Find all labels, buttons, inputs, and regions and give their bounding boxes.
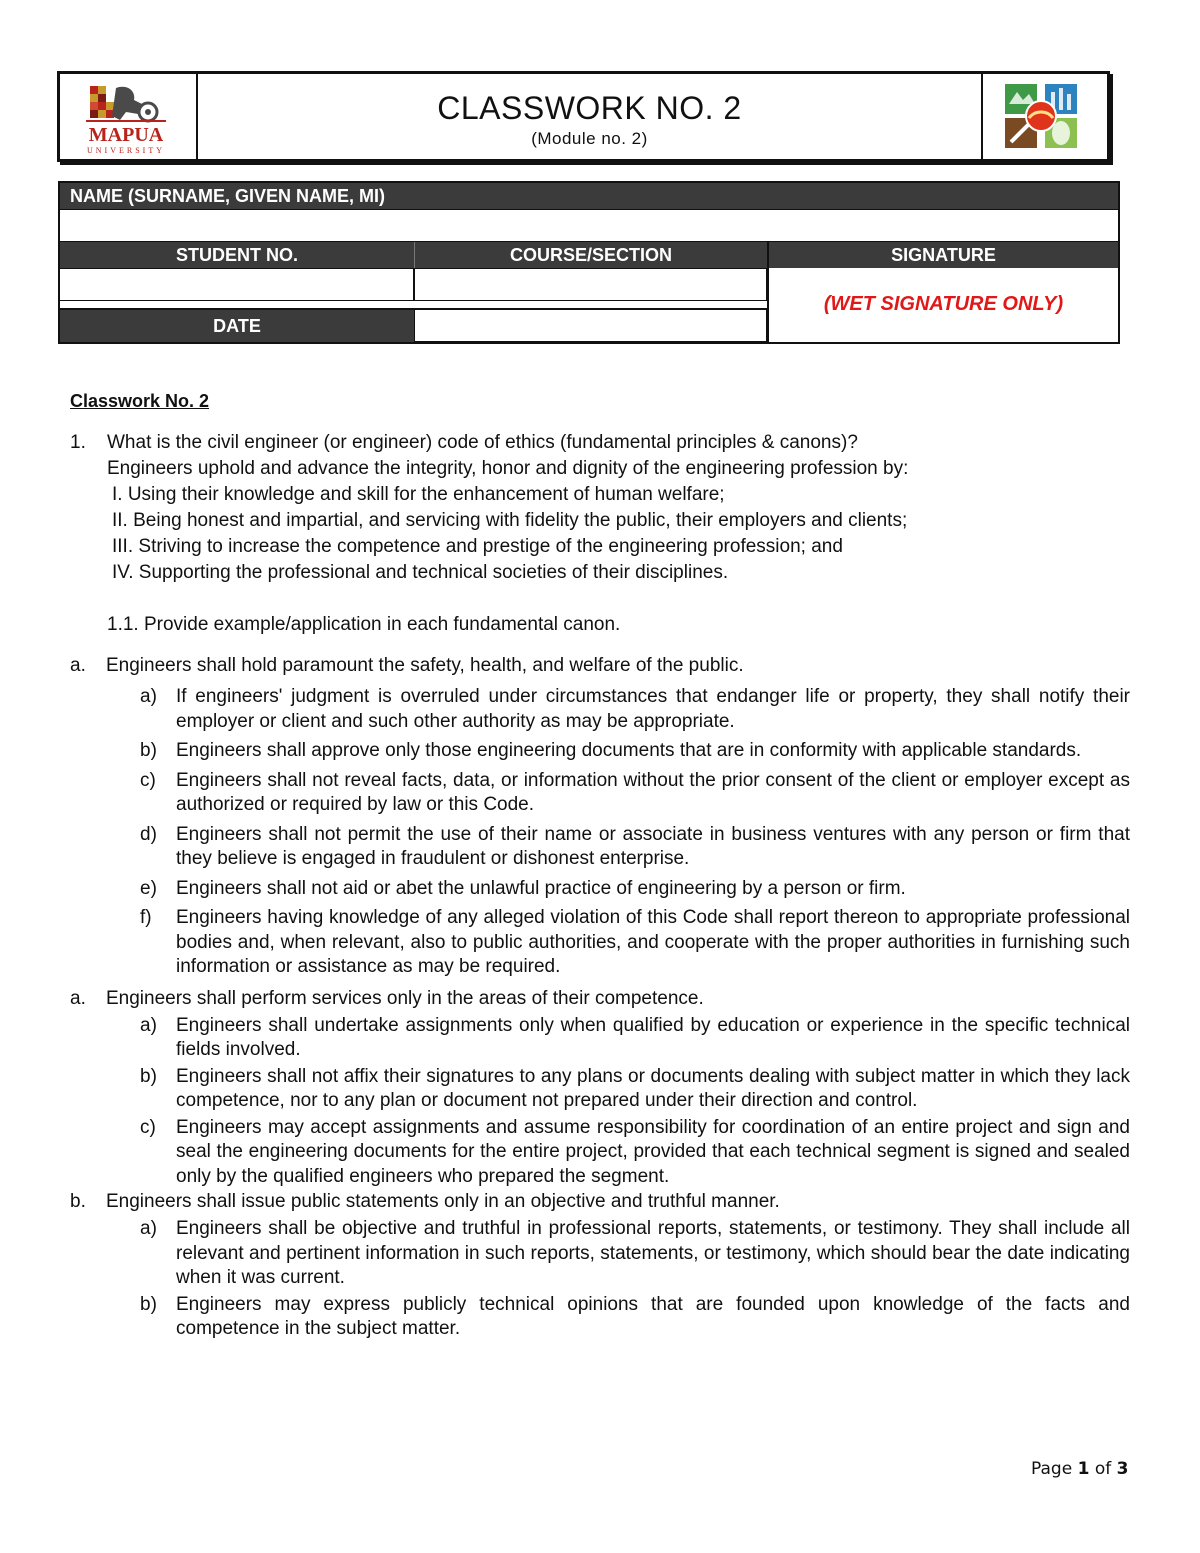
item-letter: b) (140, 1293, 157, 1315)
item-text: Engineers shall be objective and truthful in professional reports, statements, or testimony. They shall include all relevant and pertinent information in such reports, statements, or testimony, which should bear the date indicating when it was current. (176, 1218, 1130, 1288)
total-pages: 3 (1116, 1459, 1129, 1479)
item-text: If engineers' judgment is overruled under circumstances that endanger life or property, they shall notify their employer or client and such other authority as may be appropriate. (176, 686, 1130, 732)
item-letter: f) (140, 907, 152, 928)
question-number: 1. (70, 432, 86, 453)
date-field[interactable] (414, 308, 767, 342)
list-item (70, 1116, 1130, 1190)
signature-field[interactable] (767, 268, 1118, 342)
name-label: NAME (SURNAME, GIVEN NAME, MI) (60, 183, 1118, 209)
list-item (70, 823, 1130, 872)
canon-letter: b. (70, 1191, 86, 1212)
item-text: Engineers shall not reveal facts, data, or information without the prior consent of the client or employer except as authorized or required by law or this Code. (176, 769, 1130, 815)
item-letter: a) (140, 1014, 157, 1036)
canon-text: Engineers shall perform services only in the areas of their competence. (106, 987, 704, 1009)
logo-mosaic (90, 86, 114, 118)
section-title: Classwork No. 2 (70, 391, 210, 411)
item-letter: c) (140, 769, 156, 791)
list-item (70, 1014, 1130, 1063)
canon-1 (70, 653, 1130, 679)
canon-letter: a. (70, 987, 86, 1009)
question-1 (70, 430, 1130, 638)
document-header (57, 71, 1110, 162)
item-letter: d) (140, 823, 157, 845)
item-text: Engineers shall undertake assignments only when qualified by education or experience in the specific technical fields involved. (176, 1014, 1130, 1060)
page-word: Page (1031, 1459, 1073, 1479)
canon-text: Engineers shall hold paramount the safety, health, and welfare of the public. (106, 655, 744, 676)
list-item (70, 1293, 1130, 1342)
title-area (198, 74, 981, 159)
sub-question: 1.1. Provide example/application in each fundamental canon. (107, 614, 621, 635)
item-letter: e) (140, 877, 157, 899)
list-item (70, 877, 1130, 902)
item-letter: a) (140, 1218, 157, 1239)
item-text: Engineers may accept assignments and assume responsibility for coordination of an entire project and sign and seal the engineering documents for the entire project, provided that each technical segment is signed and sealed only by the qualified engineers who prepared the segment. (176, 1116, 1130, 1187)
mapua-logo-graphic (60, 74, 196, 159)
item-letter: b) (140, 1065, 157, 1087)
item-text: Engineers shall not affix their signatures to any plans or documents dealing with subject matter in which they lack competence, nor to any plan or document not prepared under their direction and control. (176, 1065, 1130, 1111)
canon-3 (70, 1189, 1130, 1215)
principle-3: III. Striving to increase the competence and prestige of the engineering profession; and (112, 536, 843, 557)
course-section-label: COURSE/SECTION (414, 242, 767, 268)
signature-note: (WET SIGNATURE ONLY) (823, 293, 1064, 315)
student-no-field[interactable] (60, 268, 414, 301)
course-section-field[interactable] (414, 268, 767, 301)
page-title: CLASSWORK NO. 2 (437, 90, 742, 126)
item-text: Engineers shall not permit the use of their name or associate in business ventures with any person or firm that they believe is engaged in fraudulent or dishonest enterprise. (176, 823, 1130, 869)
signature-label: SIGNATURE (767, 242, 1118, 268)
canon-text: Engineers shall issue public statements only in an objective and truthful manner. (106, 1191, 780, 1212)
list-item (70, 739, 1130, 764)
classwork-content (70, 388, 1130, 1342)
page-number (1031, 1459, 1128, 1479)
list-item (70, 1065, 1130, 1114)
item-text: Engineers shall not aid or abet the unlawful practice of engineering by a person or firm. (176, 877, 906, 899)
answer-intro: Engineers uphold and advance the integrity, honor and dignity of the engineering profession by: (107, 458, 909, 479)
question-text: What is the civil engineer (or engineer) code of ethics (fundamental principles & canons)? (107, 432, 858, 453)
list-item (70, 685, 1130, 734)
name-field[interactable] (60, 209, 1118, 242)
of-word: of (1094, 1459, 1112, 1479)
item-text: Engineers may express publicly technical opinions that are founded upon knowledge of the facts and competence in the subject matter. (176, 1293, 1130, 1339)
item-text: Engineers shall approve only those engineering documents that are in conformity with applicable standards. (176, 740, 1082, 761)
logo-figure (112, 87, 142, 120)
item-text: Engineers having knowledge of any alleged violation of this Code shall report thereon to appropriate professional bodies and, when relevant, also to public authorities, and cooperate with the proper authorities in furnishing such information or assistance as may be required. (176, 907, 1130, 977)
logo-subtext: UNIVERSITY (87, 146, 165, 155)
department-logo-graphic (983, 74, 1107, 159)
principle-2: II. Being honest and impartial, and servicing with fidelity the public, their employers and clients; (112, 510, 908, 531)
student-info-form (58, 181, 1120, 344)
date-label: DATE (60, 308, 414, 342)
current-page: 1 (1077, 1459, 1090, 1479)
list-item (70, 1217, 1130, 1291)
page-subtitle: (Module no. 2) (531, 129, 648, 148)
principle-4: IV. Supporting the professional and technical societies of their disciplines. (112, 562, 729, 583)
list-item (70, 769, 1130, 818)
item-letter: c) (140, 1116, 156, 1138)
canon-2 (70, 986, 1130, 1012)
mapua-university-logo (60, 74, 198, 159)
list-item (70, 906, 1130, 980)
canon-letter: a. (70, 655, 86, 676)
item-letter: a) (140, 686, 157, 707)
principle-1: I. Using their knowledge and skill for the enhancement of human welfare; (112, 484, 725, 505)
student-no-label: STUDENT NO. (60, 242, 414, 268)
item-letter: b) (140, 740, 157, 761)
department-logo (981, 74, 1107, 159)
logo-wordmark: MAPUA (88, 124, 164, 146)
